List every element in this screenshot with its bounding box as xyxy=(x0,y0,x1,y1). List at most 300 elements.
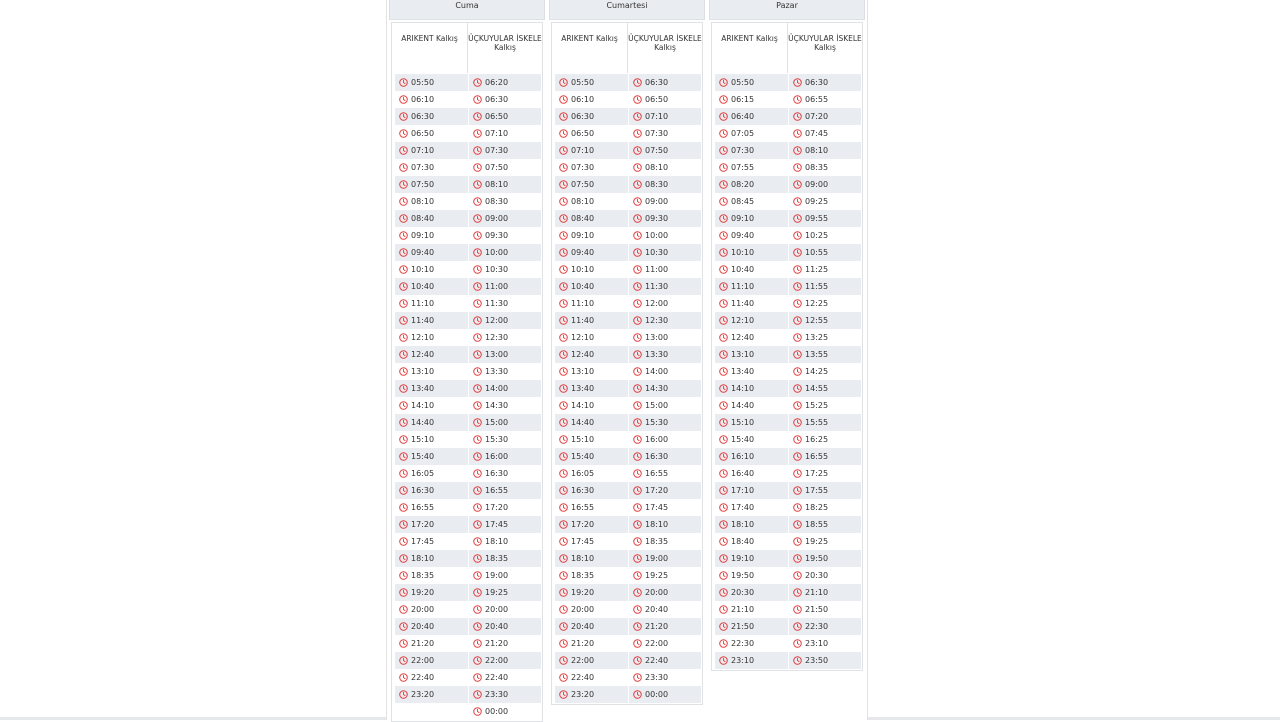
time-label: 13:25 xyxy=(805,333,829,342)
clock-icon xyxy=(399,95,408,104)
time-label: 17:45 xyxy=(571,537,595,546)
time-label: 19:50 xyxy=(805,554,829,563)
clock-icon xyxy=(473,214,482,223)
table-row xyxy=(395,74,541,91)
table-row xyxy=(555,635,701,652)
departure-time-arikent xyxy=(395,261,468,278)
departure-time-arikent xyxy=(715,261,788,278)
time-label: 08:10 xyxy=(571,197,595,206)
clock-icon xyxy=(633,435,642,444)
table-row xyxy=(555,346,701,363)
time-label: 21:50 xyxy=(805,605,829,614)
table-row xyxy=(555,108,701,125)
departure-time-arikent xyxy=(395,414,468,431)
table-row xyxy=(555,210,701,227)
departure-time-uckuyular xyxy=(628,652,701,669)
departure-time-arikent xyxy=(395,74,468,91)
clock-icon xyxy=(399,265,408,274)
table-row xyxy=(395,465,541,482)
clock-icon xyxy=(793,452,802,461)
departure-time-arikent xyxy=(555,533,628,550)
departure-time-arikent xyxy=(395,550,468,567)
time-label: 07:50 xyxy=(571,180,595,189)
clock-icon xyxy=(399,214,408,223)
departure-time-arikent xyxy=(395,176,468,193)
table-row xyxy=(395,533,541,550)
time-label: 22:30 xyxy=(731,639,755,648)
clock-icon xyxy=(793,350,802,359)
departure-time-arikent xyxy=(715,312,788,329)
clock-icon xyxy=(473,673,482,682)
departure-time-uckuyular xyxy=(468,482,541,499)
clock-icon xyxy=(633,520,642,529)
departure-time-uckuyular xyxy=(468,618,541,635)
table-row xyxy=(555,227,701,244)
clock-icon xyxy=(719,622,728,631)
clock-icon xyxy=(719,452,728,461)
clock-icon xyxy=(719,197,728,206)
time-label: 14:40 xyxy=(731,401,755,410)
table-row xyxy=(555,74,701,91)
time-label: 16:55 xyxy=(645,469,669,478)
time-label: 12:00 xyxy=(645,299,669,308)
clock-icon xyxy=(473,248,482,257)
clock-icon xyxy=(473,146,482,155)
table-row xyxy=(395,244,541,261)
time-label: 06:50 xyxy=(571,129,595,138)
clock-icon xyxy=(633,673,642,682)
departure-time-uckuyular xyxy=(788,295,861,312)
table-row xyxy=(715,108,861,125)
departure-time-uckuyular xyxy=(788,329,861,346)
table-row xyxy=(555,244,701,261)
table-row xyxy=(395,108,541,125)
time-label: 07:30 xyxy=(571,163,595,172)
time-label: 20:30 xyxy=(731,588,755,597)
timetable-box xyxy=(711,22,863,671)
departure-time-arikent xyxy=(715,431,788,448)
table-row xyxy=(715,635,861,652)
departure-time-arikent xyxy=(555,601,628,618)
time-label: 10:40 xyxy=(571,282,595,291)
time-label: 15:30 xyxy=(485,435,509,444)
time-label: 13:40 xyxy=(731,367,755,376)
time-label: 11:10 xyxy=(571,299,595,308)
departure-time-arikent xyxy=(395,210,468,227)
time-label: 07:10 xyxy=(571,146,595,155)
clock-icon xyxy=(559,452,568,461)
time-label: 19:00 xyxy=(485,571,509,580)
departure-time-arikent xyxy=(715,550,788,567)
clock-icon xyxy=(559,231,568,240)
clock-icon xyxy=(473,316,482,325)
departure-time-uckuyular xyxy=(468,329,541,346)
time-label: 08:10 xyxy=(645,163,669,172)
departure-time-arikent xyxy=(395,465,468,482)
departure-time-arikent xyxy=(555,193,628,210)
departure-time-arikent xyxy=(555,295,628,312)
table-row xyxy=(555,448,701,465)
table-row xyxy=(395,567,541,584)
departure-time-arikent xyxy=(395,567,468,584)
departure-time-uckuyular xyxy=(468,550,541,567)
clock-icon xyxy=(399,520,408,529)
time-label: 23:20 xyxy=(571,690,595,699)
departure-time-uckuyular xyxy=(468,227,541,244)
schedule-page xyxy=(386,0,868,720)
clock-icon xyxy=(633,163,642,172)
clock-icon xyxy=(719,486,728,495)
clock-icon xyxy=(473,520,482,529)
departure-time-arikent xyxy=(395,108,468,125)
time-label: 05:50 xyxy=(731,78,755,87)
departure-time-uckuyular xyxy=(628,669,701,686)
table-row xyxy=(715,159,861,176)
departure-time-uckuyular xyxy=(628,686,701,703)
time-label: 23:10 xyxy=(805,639,829,648)
departure-time-uckuyular xyxy=(628,397,701,414)
day-schedule-pazar xyxy=(709,0,865,665)
time-label: 16:55 xyxy=(485,486,509,495)
departure-time-arikent xyxy=(715,74,788,91)
clock-icon xyxy=(559,248,568,257)
departure-time-uckuyular xyxy=(628,261,701,278)
clock-icon xyxy=(399,350,408,359)
clock-icon xyxy=(633,350,642,359)
time-label: 08:45 xyxy=(731,197,755,206)
time-label: 09:10 xyxy=(411,231,435,240)
time-label: 12:00 xyxy=(485,316,509,325)
departure-time-uckuyular xyxy=(788,652,861,669)
departure-time-uckuyular xyxy=(788,380,861,397)
time-label: 08:30 xyxy=(645,180,669,189)
table-row xyxy=(395,703,541,720)
table-row xyxy=(395,261,541,278)
clock-icon xyxy=(633,690,642,699)
table-row xyxy=(395,329,541,346)
time-label: 11:30 xyxy=(645,282,669,291)
table-row xyxy=(395,159,541,176)
table-row xyxy=(715,312,861,329)
departure-time-arikent xyxy=(555,363,628,380)
clock-icon xyxy=(473,656,482,665)
time-label: 14:00 xyxy=(645,367,669,376)
departure-time-uckuyular xyxy=(468,584,541,601)
clock-icon xyxy=(473,435,482,444)
clock-icon xyxy=(633,316,642,325)
departure-time-uckuyular xyxy=(468,346,541,363)
departure-time-arikent xyxy=(555,210,628,227)
time-label: 09:40 xyxy=(731,231,755,240)
clock-icon xyxy=(399,537,408,546)
time-label: 12:40 xyxy=(571,350,595,359)
time-label: 06:50 xyxy=(645,95,669,104)
time-label: 07:30 xyxy=(411,163,435,172)
time-label: 12:30 xyxy=(645,316,669,325)
table-row xyxy=(715,142,861,159)
table-row xyxy=(395,295,541,312)
clock-icon xyxy=(719,163,728,172)
clock-icon xyxy=(559,503,568,512)
clock-icon xyxy=(719,537,728,546)
departure-time-uckuyular xyxy=(628,295,701,312)
time-label: 21:10 xyxy=(805,588,829,597)
table-row xyxy=(555,482,701,499)
table-row xyxy=(395,363,541,380)
clock-icon xyxy=(473,690,482,699)
time-label: 10:55 xyxy=(805,248,829,257)
departure-time-uckuyular xyxy=(788,346,861,363)
departure-time-arikent xyxy=(555,176,628,193)
time-label: 11:40 xyxy=(411,316,435,325)
time-label: 20:00 xyxy=(485,605,509,614)
time-label: 11:25 xyxy=(805,265,829,274)
departure-time-arikent xyxy=(715,210,788,227)
departure-time-arikent xyxy=(395,363,468,380)
clock-icon xyxy=(399,384,408,393)
time-label: 19:25 xyxy=(645,571,669,580)
clock-icon xyxy=(559,146,568,155)
clock-icon xyxy=(793,214,802,223)
time-label: 08:20 xyxy=(731,180,755,189)
time-label: 21:50 xyxy=(731,622,755,631)
time-label: 18:35 xyxy=(411,571,435,580)
clock-icon xyxy=(719,129,728,138)
clock-icon xyxy=(793,588,802,597)
departure-time-arikent xyxy=(395,686,468,703)
clock-icon xyxy=(793,554,802,563)
departure-time-arikent xyxy=(395,244,468,261)
day-schedule-cuma xyxy=(389,0,545,716)
clock-icon xyxy=(559,605,568,614)
clock-icon xyxy=(559,435,568,444)
clock-icon xyxy=(633,605,642,614)
time-label: 14:25 xyxy=(805,367,829,376)
clock-icon xyxy=(633,248,642,257)
time-label: 15:40 xyxy=(571,452,595,461)
departure-time-arikent xyxy=(395,482,468,499)
departure-time-uckuyular xyxy=(468,108,541,125)
table-row xyxy=(555,516,701,533)
clock-icon xyxy=(399,690,408,699)
departure-time-uckuyular xyxy=(628,125,701,142)
departure-time-uckuyular xyxy=(468,363,541,380)
clock-icon xyxy=(559,588,568,597)
departure-time-uckuyular xyxy=(628,465,701,482)
departure-time-uckuyular xyxy=(788,278,861,295)
table-row xyxy=(555,363,701,380)
clock-icon xyxy=(793,656,802,665)
clock-icon xyxy=(399,503,408,512)
departure-time-arikent xyxy=(555,91,628,108)
departure-time-uckuyular xyxy=(628,618,701,635)
clock-icon xyxy=(719,299,728,308)
clock-icon xyxy=(719,316,728,325)
clock-icon xyxy=(719,265,728,274)
departure-time-arikent xyxy=(715,499,788,516)
time-label: 09:00 xyxy=(645,197,669,206)
table-row xyxy=(555,567,701,584)
table-row xyxy=(715,652,861,669)
departure-time-uckuyular xyxy=(468,567,541,584)
clock-icon xyxy=(633,486,642,495)
table-row xyxy=(715,448,861,465)
clock-icon xyxy=(399,401,408,410)
clock-icon xyxy=(559,316,568,325)
time-label: 09:40 xyxy=(411,248,435,257)
departure-time-uckuyular xyxy=(628,635,701,652)
clock-icon xyxy=(399,197,408,206)
clock-icon xyxy=(473,571,482,580)
table-row xyxy=(395,312,541,329)
time-label: 14:30 xyxy=(645,384,669,393)
time-label: 20:40 xyxy=(485,622,509,631)
clock-icon xyxy=(633,146,642,155)
clock-icon xyxy=(633,622,642,631)
clock-icon xyxy=(793,248,802,257)
departure-time-arikent xyxy=(715,142,788,159)
time-label: 06:10 xyxy=(411,95,435,104)
time-label: 06:20 xyxy=(485,78,509,87)
table-row xyxy=(395,669,541,686)
time-label: 13:10 xyxy=(411,367,435,376)
clock-icon xyxy=(399,622,408,631)
departure-time-uckuyular xyxy=(628,278,701,295)
clock-icon xyxy=(633,129,642,138)
departure-time-arikent xyxy=(395,278,468,295)
departure-time-arikent xyxy=(715,125,788,142)
clock-icon xyxy=(473,707,482,716)
departure-time-uckuyular xyxy=(468,431,541,448)
time-label: 20:00 xyxy=(645,588,669,597)
time-label: 12:25 xyxy=(805,299,829,308)
time-label: 22:40 xyxy=(411,673,435,682)
clock-icon xyxy=(793,146,802,155)
clock-icon xyxy=(473,163,482,172)
time-label: 06:55 xyxy=(805,95,829,104)
departure-time-uckuyular xyxy=(468,414,541,431)
table-row xyxy=(555,329,701,346)
departure-time-arikent xyxy=(395,91,468,108)
time-label: 00:00 xyxy=(485,707,509,716)
clock-icon xyxy=(719,146,728,155)
table-row xyxy=(395,584,541,601)
clock-icon xyxy=(633,469,642,478)
departure-time-uckuyular xyxy=(468,516,541,533)
clock-icon xyxy=(559,197,568,206)
time-label: 16:55 xyxy=(411,503,435,512)
departure-time-arikent xyxy=(715,567,788,584)
clock-icon xyxy=(473,384,482,393)
column-header-uckuyular: ÜÇKUYULAR İSKELE Kalkış xyxy=(467,23,542,73)
departure-time-arikent xyxy=(715,363,788,380)
column-header-arikent: ARIKENT Kalkış xyxy=(721,34,778,43)
time-label: 12:30 xyxy=(485,333,509,342)
time-label: 21:10 xyxy=(731,605,755,614)
time-label: 07:55 xyxy=(731,163,755,172)
clock-icon xyxy=(399,486,408,495)
departure-time-arikent xyxy=(555,686,628,703)
clock-icon xyxy=(559,265,568,274)
departure-time-uckuyular xyxy=(468,703,541,720)
clock-icon xyxy=(633,537,642,546)
departure-time-arikent xyxy=(715,278,788,295)
time-label: 19:25 xyxy=(805,537,829,546)
clock-icon xyxy=(559,639,568,648)
table-row xyxy=(715,516,861,533)
departure-time-uckuyular xyxy=(628,533,701,550)
departure-time-arikent xyxy=(395,635,468,652)
table-row xyxy=(555,91,701,108)
departure-time-uckuyular xyxy=(468,635,541,652)
departure-time-arikent xyxy=(555,312,628,329)
clock-icon xyxy=(559,78,568,87)
departure-time-arikent xyxy=(715,465,788,482)
departure-time-arikent xyxy=(395,652,468,669)
clock-icon xyxy=(559,112,568,121)
clock-icon xyxy=(719,282,728,291)
clock-icon xyxy=(473,605,482,614)
clock-icon xyxy=(399,129,408,138)
departure-time-arikent xyxy=(395,295,468,312)
departure-time-arikent xyxy=(715,346,788,363)
table-row xyxy=(395,380,541,397)
clock-icon xyxy=(473,78,482,87)
departure-time-uckuyular xyxy=(788,159,861,176)
departure-time-uckuyular xyxy=(628,346,701,363)
table-row xyxy=(555,499,701,516)
table-row xyxy=(715,567,861,584)
departure-time-arikent xyxy=(555,448,628,465)
departure-time-arikent xyxy=(395,516,468,533)
clock-icon xyxy=(399,469,408,478)
time-label: 07:50 xyxy=(485,163,509,172)
departure-time-uckuyular xyxy=(628,193,701,210)
time-label: 13:30 xyxy=(645,350,669,359)
time-label: 16:30 xyxy=(645,452,669,461)
table-row xyxy=(715,499,861,516)
departure-time-uckuyular xyxy=(788,601,861,618)
clock-icon xyxy=(473,129,482,138)
time-label: 18:10 xyxy=(411,554,435,563)
time-label: 21:20 xyxy=(645,622,669,631)
departure-time-uckuyular xyxy=(788,176,861,193)
time-label: 08:40 xyxy=(571,214,595,223)
table-row xyxy=(715,482,861,499)
clock-icon xyxy=(719,78,728,87)
departure-time-uckuyular xyxy=(788,533,861,550)
departure-time-arikent xyxy=(715,584,788,601)
table-row xyxy=(555,295,701,312)
time-label: 18:40 xyxy=(731,537,755,546)
table-row xyxy=(395,278,541,295)
clock-icon xyxy=(633,503,642,512)
clock-icon xyxy=(793,622,802,631)
departure-time-arikent xyxy=(395,618,468,635)
clock-icon xyxy=(399,112,408,121)
departure-time-arikent xyxy=(395,584,468,601)
clock-icon xyxy=(633,588,642,597)
clock-icon xyxy=(633,656,642,665)
clock-icon xyxy=(793,367,802,376)
clock-icon xyxy=(719,231,728,240)
time-label: 07:05 xyxy=(731,129,755,138)
clock-icon xyxy=(559,520,568,529)
clock-icon xyxy=(719,469,728,478)
clock-icon xyxy=(473,367,482,376)
time-label: 08:35 xyxy=(805,163,829,172)
time-label: 18:35 xyxy=(571,571,595,580)
